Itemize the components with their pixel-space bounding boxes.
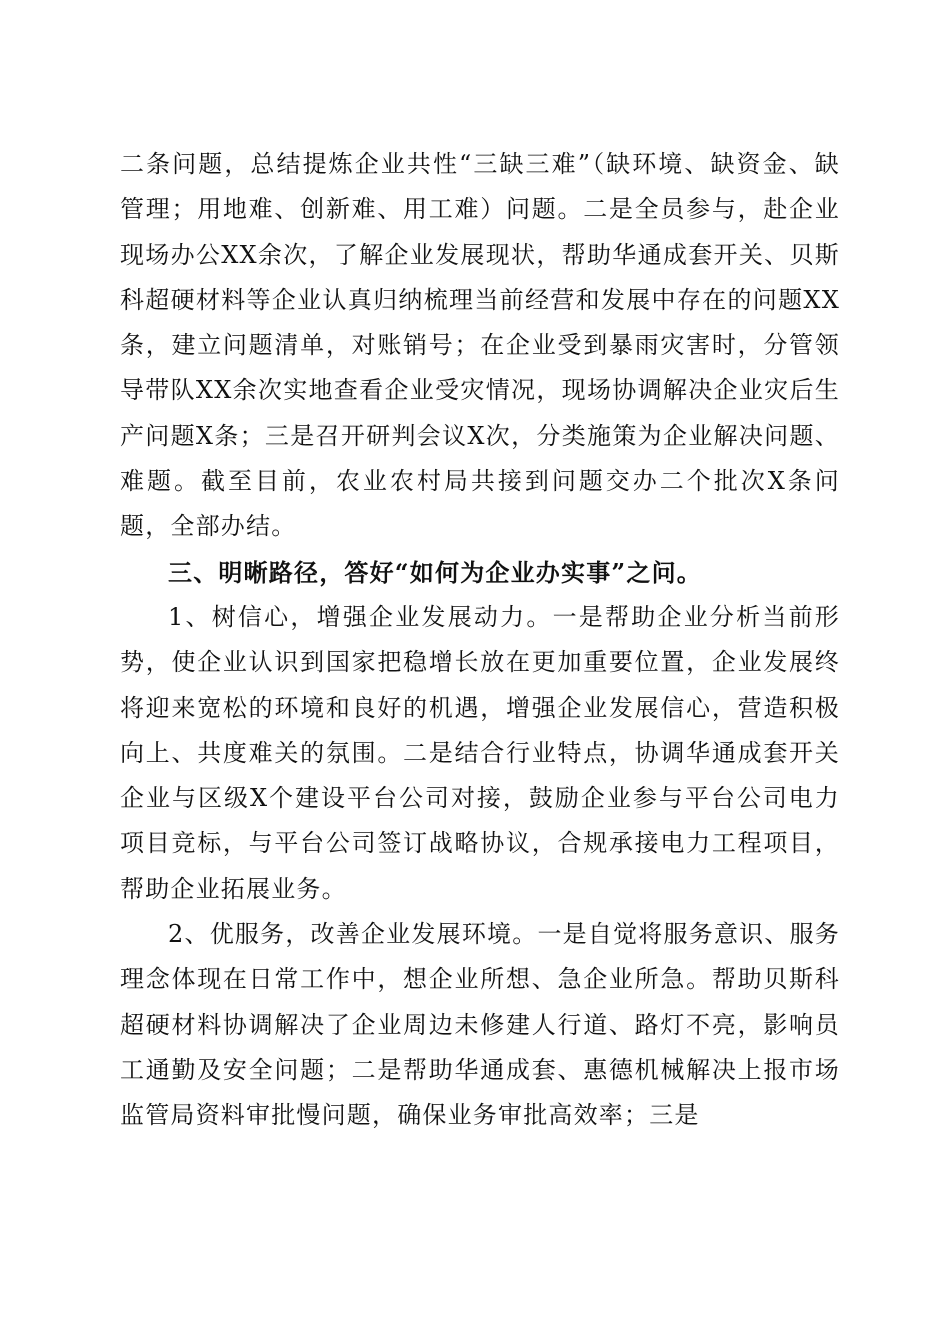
paragraph-item-2: 2、优服务，改善企业发展环境。一是自觉将服务意识、服务理念体现在日常工作中，想企业所想、急企业所急。帮助贝斯科超硬材料协调解决了企业周边未修建人行道、路灯不亮，影响员工通勤及安全问题；二是帮助华通成套、惠德机械解决上报市场监管局资料审批慢问题，确保业务审批高效率；三是 bbox=[120, 920, 840, 1130]
document-body bbox=[120, 142, 840, 1139]
section-heading-3: 三、明晰路径，答好“如何为企业办实事”之问。 bbox=[168, 557, 703, 587]
paragraph-item-1: 1、树信心，增强企业发展动力。一是帮助企业分析当前形势，使企业认识到国家把稳增长放在更加重要位置，企业发展终将迎来宽松的环境和良好的机遇，增强企业发展信心，营造积极向上、共度难关的氛围。二是结合行业特点，协调华通成套开关企业与区级X个建设平台公司对接，鼓励企业参与平台公司电力项目竞标，与平台公司签订战略协议，合规承接电力工程项目，帮助企业拓展业务。 bbox=[120, 602, 840, 903]
paragraph-continued: 二条问题，总结提炼企业共性“三缺三难”（缺环境、缺资金、缺管理；用地难、创新难、用工难）问题。二是全员参与，赴企业现场办公XX余次，了解企业发展现状，帮助华通成套开关、贝斯科超硬材料等企业认真归纳梳理当前经营和发展中存在的问题XX条，建立问题清单，对账销号；在企业受到暴雨灾害时，分管领导带队XX余次实地查看企业受灾情况，现场协调解决企业灾后生产问题X条；三是召开研判会议X次，分类施策为企业解决问题、难题。截至目前，农业农村局共接到问题交办二个批次X条问题，全部办结。 bbox=[120, 150, 840, 541]
